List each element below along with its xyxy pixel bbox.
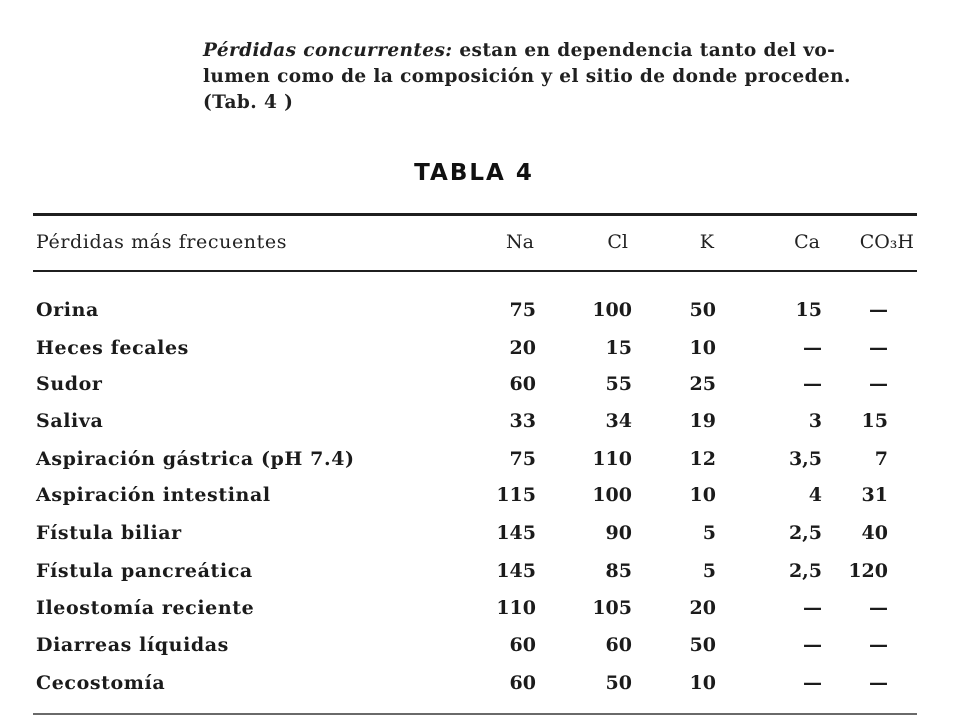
- header-ca: Ca: [794, 231, 820, 253]
- cell-k: 5: [702, 522, 716, 544]
- row-label: Sudor: [36, 373, 103, 395]
- row-label: Heces fecales: [36, 337, 189, 359]
- cell-ca: 3,5: [788, 448, 822, 470]
- cell-co3h: 40: [861, 522, 888, 544]
- table-row: [36, 406, 916, 436]
- row-label: Fístula pancreática: [36, 560, 253, 582]
- cell-na: 75: [509, 299, 536, 321]
- intro-paragraph: [203, 38, 928, 116]
- cell-ca: 4: [808, 484, 822, 506]
- cell-ca: —: [803, 373, 822, 395]
- intro-line-3: (Tab. 4 ): [203, 92, 294, 113]
- cell-co3h: 7: [874, 448, 888, 470]
- header-label: Pérdidas más frecuentes: [36, 231, 288, 253]
- cell-k: 12: [689, 448, 716, 470]
- cell-cl: 90: [605, 522, 632, 544]
- cell-k: 50: [689, 634, 716, 656]
- cell-k: 20: [689, 597, 716, 619]
- cell-ca: —: [803, 672, 822, 694]
- cell-k: 10: [689, 672, 716, 694]
- table-header-rule: [33, 270, 917, 272]
- cell-co3h: —: [869, 337, 888, 359]
- row-label: Fístula biliar: [36, 522, 182, 544]
- cell-co3h: —: [869, 634, 888, 656]
- table-row: [36, 369, 916, 399]
- cell-ca: —: [803, 634, 822, 656]
- row-label: Orina: [36, 299, 99, 321]
- row-label: Ileostomía reciente: [36, 597, 255, 619]
- table-row: [36, 668, 916, 698]
- cell-na: 60: [509, 672, 536, 694]
- table-title: TABLA 4: [414, 160, 534, 186]
- intro-line-1-text: estan en dependencia tanto del vo-: [459, 40, 836, 61]
- cell-na: 145: [496, 522, 536, 544]
- cell-co3h: —: [869, 373, 888, 395]
- cell-cl: 60: [605, 634, 632, 656]
- header-k: K: [699, 231, 714, 253]
- table-row: [36, 295, 916, 325]
- cell-cl: 34: [605, 410, 632, 432]
- cell-ca: —: [803, 337, 822, 359]
- header-cl: Cl: [607, 231, 628, 253]
- cell-na: 20: [509, 337, 536, 359]
- cell-k: 50: [689, 299, 716, 321]
- table-top-rule: [33, 213, 917, 216]
- cell-co3h: 120: [848, 560, 888, 582]
- table-header-row: [36, 227, 916, 257]
- cell-cl: 105: [592, 597, 632, 619]
- row-label: Aspiración intestinal: [36, 484, 271, 506]
- table-row: [36, 593, 916, 623]
- cell-cl: 100: [592, 299, 632, 321]
- row-label: Aspiración gástrica (pH 7.4): [36, 448, 355, 470]
- cell-co3h: 15: [861, 410, 888, 432]
- table-bottom-rule: [33, 713, 917, 715]
- cell-co3h: —: [869, 672, 888, 694]
- intro-lead: Pérdidas concurrentes:: [203, 40, 453, 61]
- cell-ca: 3: [808, 410, 822, 432]
- intro-line-1: [203, 38, 928, 64]
- cell-cl: 100: [592, 484, 632, 506]
- cell-k: 5: [702, 560, 716, 582]
- cell-cl: 110: [592, 448, 632, 470]
- table-row: [36, 480, 916, 510]
- cell-co3h: 31: [861, 484, 888, 506]
- row-label: Cecostomía: [36, 672, 166, 694]
- row-label: Saliva: [36, 410, 104, 432]
- cell-k: 10: [689, 337, 716, 359]
- table-row: [36, 518, 916, 548]
- intro-line-2: lumen como de la composición y el sitio de donde proceden.: [203, 66, 851, 87]
- cell-cl: 85: [605, 560, 632, 582]
- table-row: [36, 630, 916, 660]
- cell-k: 10: [689, 484, 716, 506]
- cell-na: 75: [509, 448, 536, 470]
- cell-cl: 50: [605, 672, 632, 694]
- header-na: Na: [506, 231, 534, 253]
- table-row: [36, 556, 916, 586]
- cell-ca: —: [803, 597, 822, 619]
- cell-na: 33: [509, 410, 536, 432]
- cell-na: 60: [509, 634, 536, 656]
- cell-na: 115: [496, 484, 536, 506]
- cell-cl: 55: [605, 373, 632, 395]
- cell-ca: 2,5: [788, 522, 822, 544]
- cell-ca: 2,5: [788, 560, 822, 582]
- table-row: [36, 333, 916, 363]
- row-label: Diarreas líquidas: [36, 634, 229, 656]
- cell-co3h: —: [869, 597, 888, 619]
- cell-cl: 15: [605, 337, 632, 359]
- cell-k: 25: [689, 373, 716, 395]
- cell-co3h: —: [869, 299, 888, 321]
- cell-na: 145: [496, 560, 536, 582]
- cell-ca: 15: [795, 299, 822, 321]
- cell-na: 60: [509, 373, 536, 395]
- cell-na: 110: [496, 597, 536, 619]
- cell-k: 19: [689, 410, 716, 432]
- header-co3h: CO₃H: [859, 231, 914, 253]
- table-row: [36, 444, 916, 474]
